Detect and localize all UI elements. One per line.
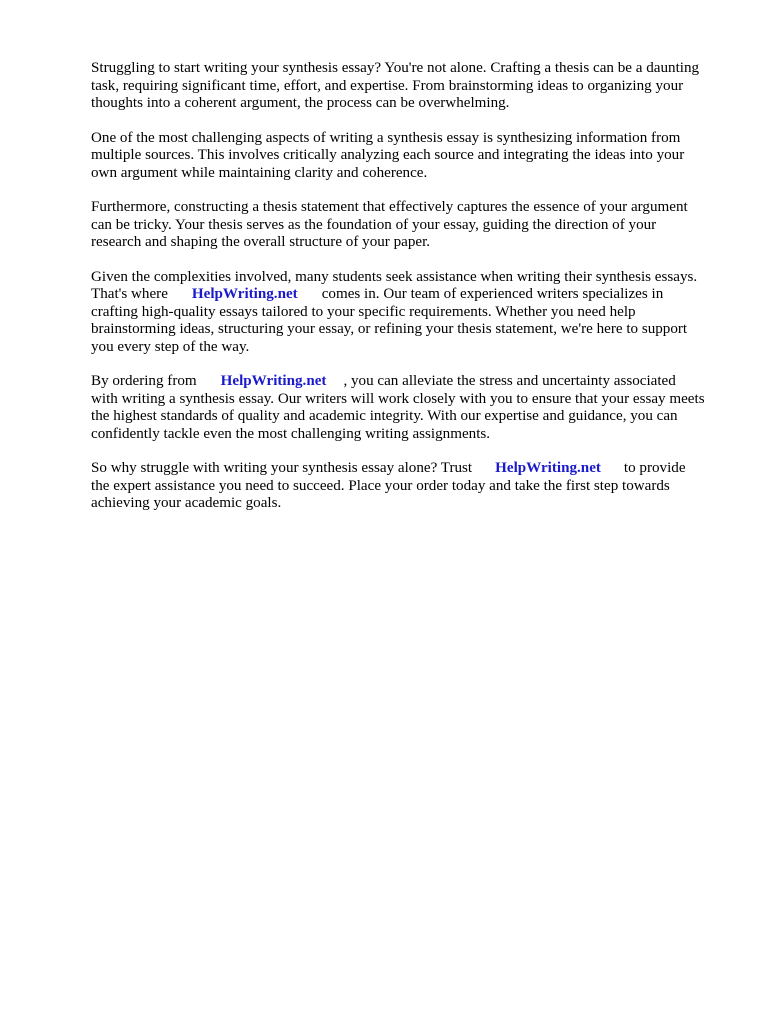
paragraph-closing [91, 460, 731, 513]
paragraph-assistance [91, 269, 731, 357]
paragraph-assistance-text-after: comes in. Our team of experienced writers specializes in crafting high-quality essays tailored to your specific requirements. Whether you need help brainstorming ideas, structuring your essay, or refining your thesis statement, we're here to support you every step of the way. [91, 286, 688, 355]
helpwriting-link[interactable]: HelpWriting.net [495, 460, 601, 476]
paragraph-ordering-text-before: By ordering from [91, 373, 197, 389]
helpwriting-link[interactable]: HelpWriting.net [220, 373, 327, 389]
paragraph-assistance-text-before: Given the complexities involved, many students seek assistance when writing their synthesis essays. That's where [91, 268, 698, 302]
paragraph-closing-text-after: to provide the expert assistance you need to succeed. Place your order today and take the first step towards achieving your academic goals. [91, 460, 686, 511]
paragraph-ordering-text-after: , you can alleviate the stress and uncertainty associated with writing a synthesis essay. Our writers will work closely with you to ensure that your essay meets the highest standards of quality and academic integrity. With our expertise and guidance, you can confidently tackle even the most challenging writing assignments. [91, 373, 705, 442]
paragraph-thesis: Furthermore, constructing a thesis statement that effectively captures the essence of your argument can be tricky. Your thesis serves as the foundation of your essay, guiding the direction of your research and shaping the overall structure of your paper. [91, 199, 688, 250]
paragraph-sources: One of the most challenging aspects of writing a synthesis essay is synthesizing information from multiple sources. This involves critically analyzing each source and integrating the ideas into your own argument while maintaining clarity and coherence. [91, 129, 685, 181]
document-page [91, 60, 731, 530]
helpwriting-link[interactable]: HelpWriting.net [191, 286, 298, 302]
paragraph-intro: Struggling to start writing your synthesis essay? You're not alone. Crafting a thesis can be a daunting task, requiring significant time, effort, and expertise. From brainstorming ideas to organizing your thoughts into a coherent argument, the process can be overwhelming. [91, 60, 700, 111]
paragraph-closing-text-before: So why struggle with writing your synthesis essay alone? Trust [91, 460, 473, 476]
paragraph-ordering [91, 373, 731, 443]
